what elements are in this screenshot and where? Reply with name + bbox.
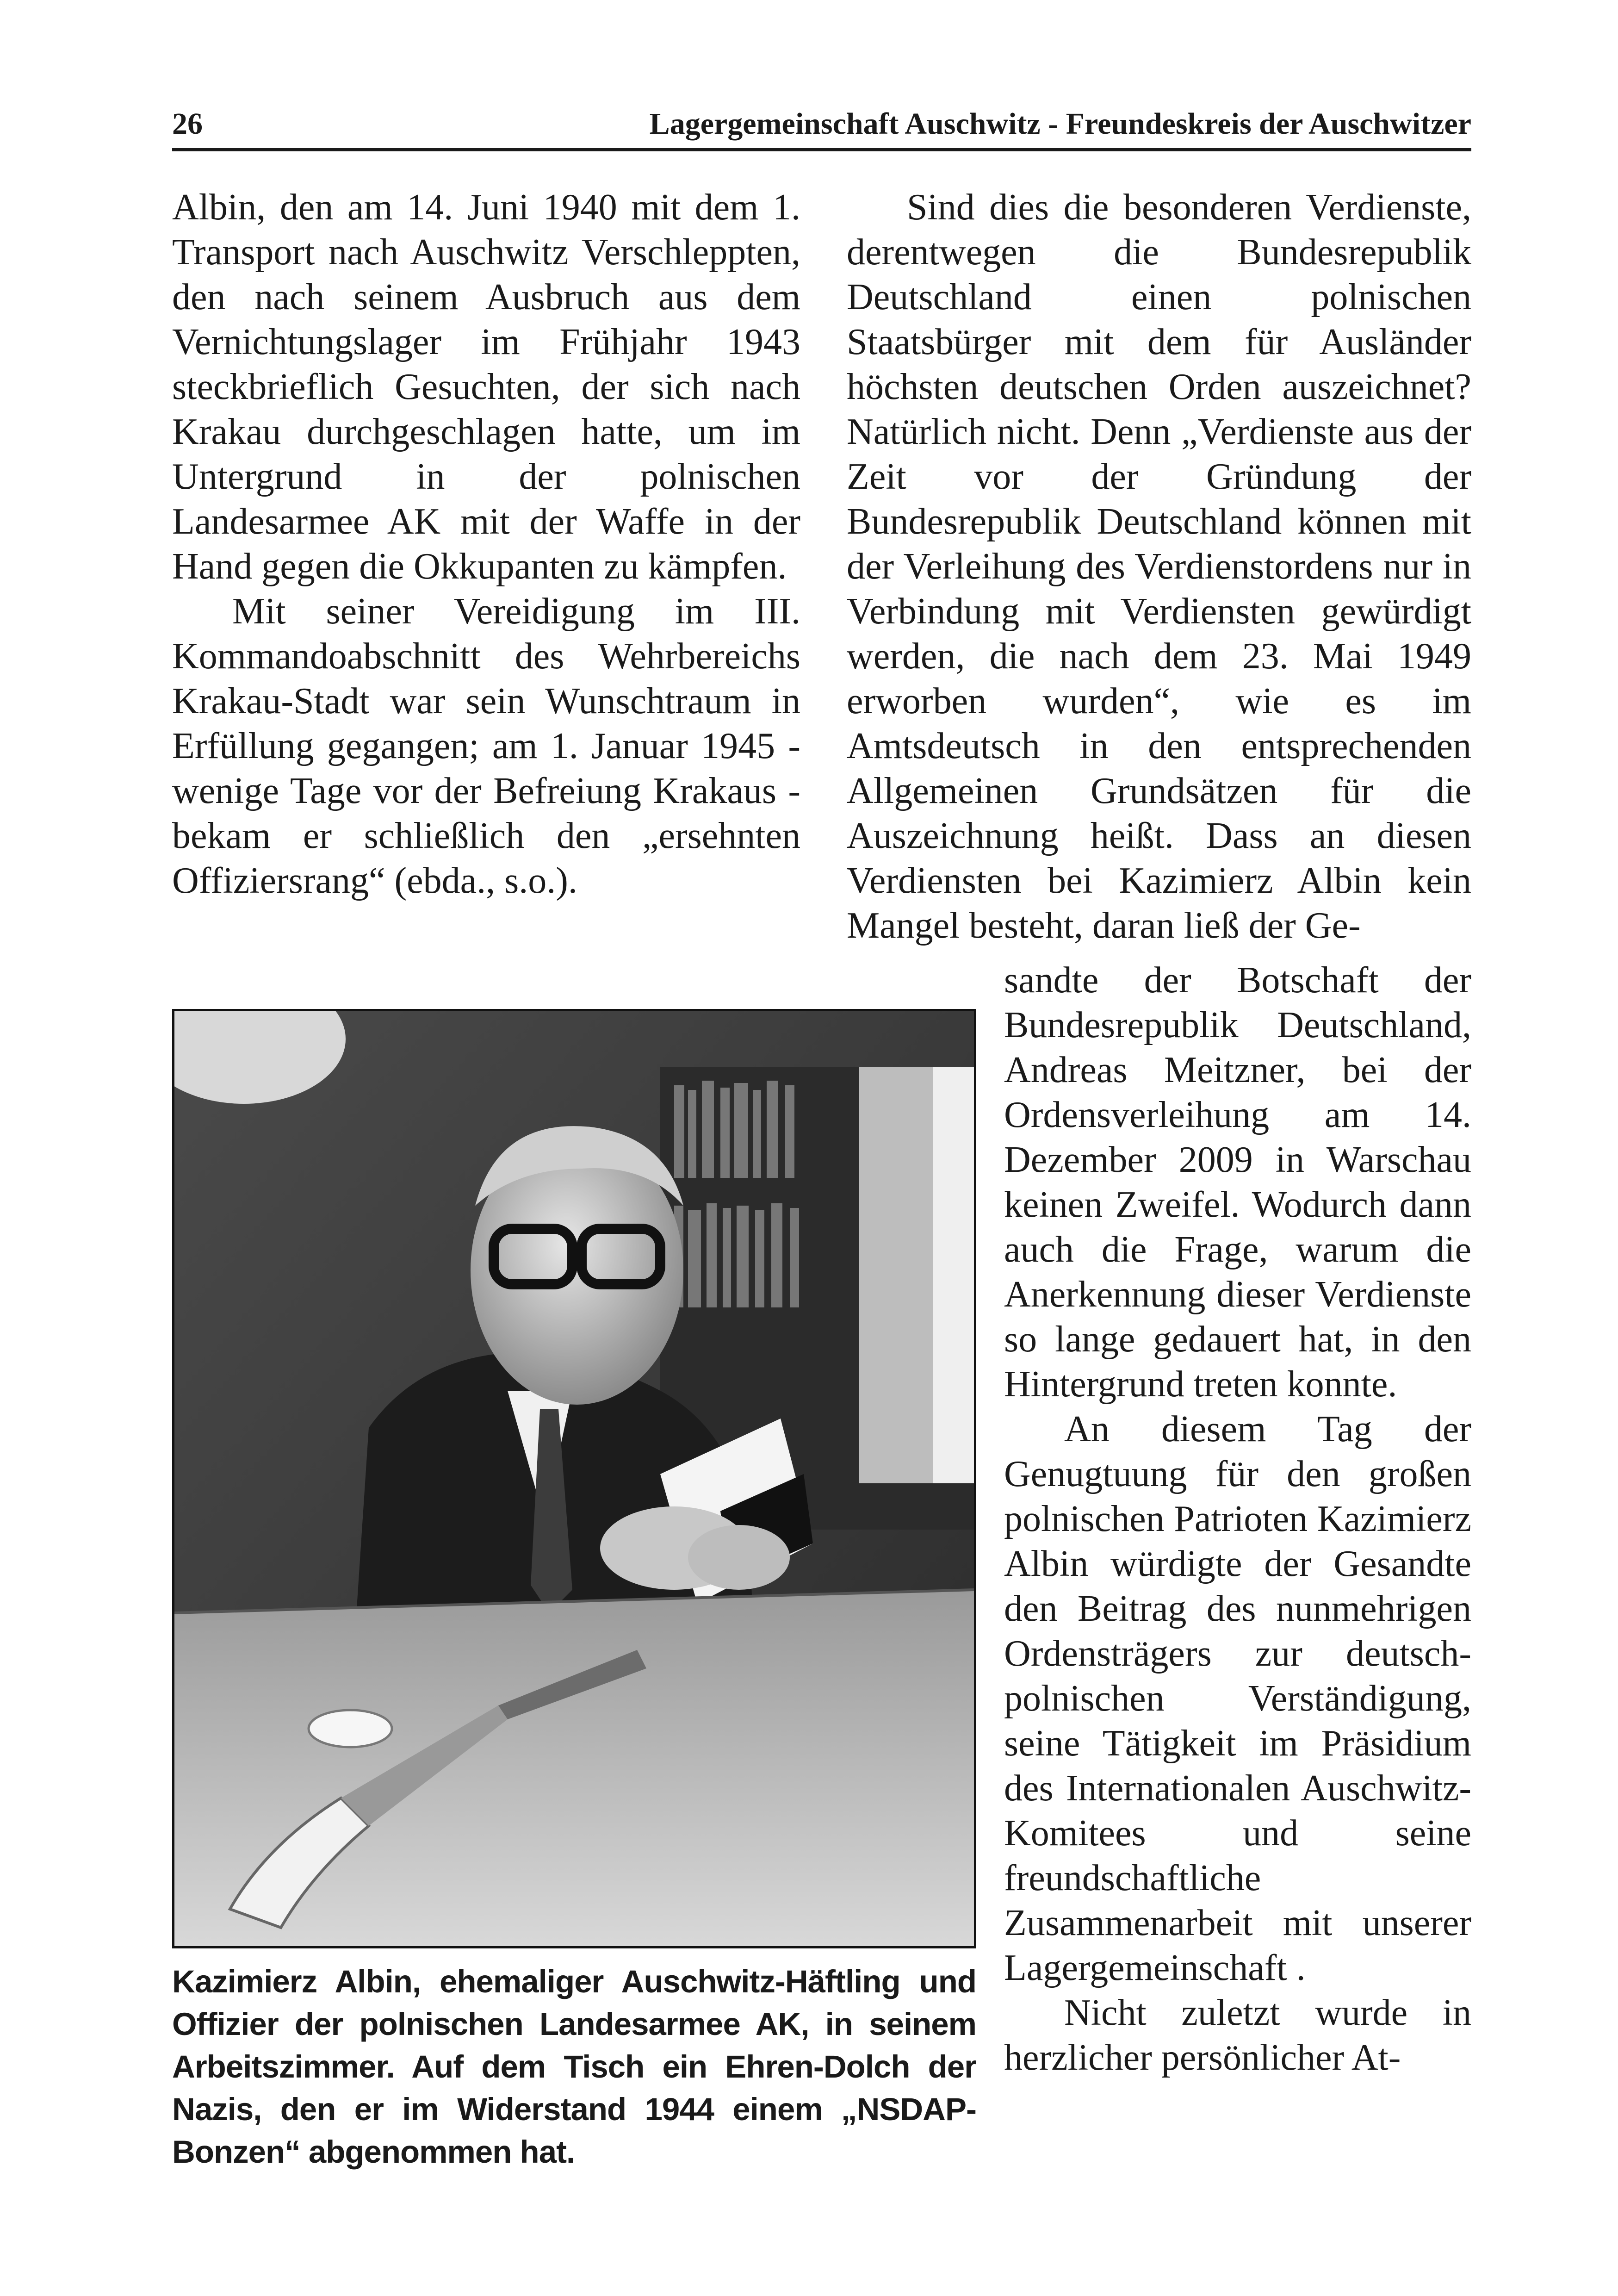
right-column-top <box>847 185 1471 948</box>
photo-caption: Kazimierz Albin, ehemaliger Auschwitz-Häftling und Offizier der polnischen Landesarmee AK, in seinem Arbeitszimmer. Auf dem Tisch ein Ehren-Dolch der Nazis, den er im Widerstand 1944 einem „NSDAP-Bonzen“ abgenommen hat. <box>172 1964 976 2170</box>
right-paragraph-1-rest: sandte der Botschaft der Bundesrepublik Deutschland, Andreas Meitzner, bei der Ordensverleihung am 14. Dezember 2009 in Warschau keinen Zweifel. Wodurch dann auch die Frage, warum die Anerkennung dieser Verdienste so lange gedauert hat, in den Hintergrund treten konnte. <box>1004 960 1471 1405</box>
left-column <box>172 185 800 903</box>
header-rule <box>172 148 1471 151</box>
left-paragraph-2: Mit seiner Vereidigung im III. Kommandoabschnitt des Wehrbereichs Krakau-Stadt war sein Wunschtraum in Erfüllung gegangen; am 1. Januar 1945 - wenige Tage vor der Befreiung Krakaus - bekam er schließlich den „ersehnten Offiziersrang“ (ebda., s.o.). <box>172 591 800 901</box>
photo-illustration <box>174 1011 974 1946</box>
left-paragraph-1: Albin, den am 14. Juni 1940 mit dem 1. Transport nach Auschwitz Verschleppten, den nach seinem Ausbruch aus dem Vernichtungslager im Frühjahr 1943 steckbrieflich Gesuchten, der sich nach Krakau durchgeschlagen hatte, um im Untergrund in der polnischen Landesarmee AK mit der Waffe in der Hand gegen die Okkupanten zu kämpfen. <box>172 187 800 587</box>
running-title: Lagergemeinschaft Auschwitz - Freundeskreis der Auschwitzer <box>649 107 1471 141</box>
page-header <box>172 100 1471 155</box>
right-paragraph-3: Nicht zuletzt wurde in herzlicher persönlicher At- <box>1004 1992 1471 2078</box>
right-paragraph-1-top: Sind dies die besonderen Verdienste, derentwegen die Bundesrepublik Deutschland einen polnischen Staatsbürger mit dem für Ausländer höchsten deutschen Orden auszeichnet? Natürlich nicht. Denn „Verdienste aus der Zeit vor der Gründung der Bundesrepublik Deutschland können mit der Verleihung des Verdienstordens nur in Verbindung mit Verdiensten gewürdigt werden, die nach dem 23. Mai 1949 erworben wurden“, wie es im Amtsdeutsch in den entsprechenden Allgemeinen Grundsätzen für die Auszeichnung heißt. Dass an diesen Verdiensten bei Kazimierz Albin kein Mangel besteht, daran ließ der Ge- <box>847 187 1471 946</box>
right-column-narrow <box>1004 958 1471 2080</box>
photo-kazimierz-albin <box>172 1009 976 1948</box>
page-number: 26 <box>172 107 203 141</box>
right-paragraph-2: An diesem Tag der Genugtuung für den großen polnischen Patrioten Kazimierz Albin würdigte der Gesandte den Beitrag des nunmehrigen Ordensträgers zur deutsch-polnischen Verständigung, seine Tätigkeit im Präsidium des Internationalen Auschwitz-Komitees und seine freundschaftliche Zusammenarbeit mit unserer Lagergemeinschaft . <box>1004 1409 1471 1988</box>
